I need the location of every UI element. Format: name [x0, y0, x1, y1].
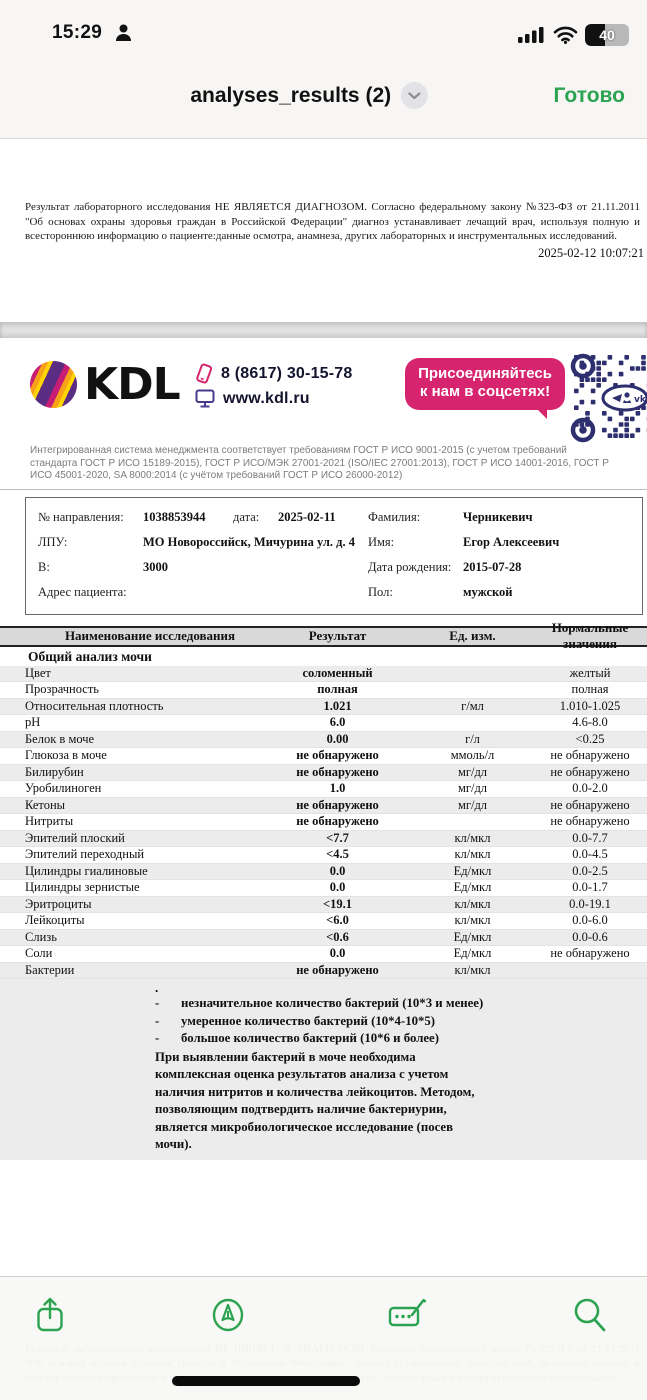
status-time: 15:29	[52, 22, 103, 43]
table-row	[0, 765, 647, 782]
wifi-icon	[553, 26, 578, 44]
field-label: Пол:	[368, 584, 393, 599]
cell-result: <6.0	[326, 913, 349, 928]
cell-result: 6.0	[329, 715, 346, 730]
cell-test-name: Цилиндры зернистые	[25, 880, 140, 895]
cell-result: не обнаружено	[296, 797, 379, 812]
cell-result: не обнаружено	[296, 814, 379, 829]
person-icon	[115, 24, 132, 42]
cell-normal-range: <0.25	[575, 731, 605, 746]
battery-percent: 40	[599, 27, 615, 43]
battery-icon	[585, 24, 629, 46]
cell-test-name: Билирубин	[25, 764, 84, 779]
cell-result: 1.021	[323, 698, 352, 713]
cell-result: не обнаружено	[296, 962, 379, 977]
col-header-name: Наименование исследования	[64, 628, 236, 643]
note-bullet: - незначительное количество бактерий (10*3 и менее)	[155, 996, 484, 1010]
cell-test-name: Нитриты	[25, 814, 74, 829]
cell-result: <7.7	[326, 830, 349, 845]
cell-normal-range: 0.0-0.6	[572, 929, 608, 944]
document-title: analyses_results (2)	[190, 83, 392, 107]
note-bullets	[155, 995, 647, 1048]
cell-normal-range: не обнаружено	[550, 797, 630, 812]
patient-info	[25, 497, 643, 615]
table-row	[0, 699, 647, 716]
cell-unit: Ед/мкл	[453, 946, 492, 961]
cell-normal-range: 4.6-8.0	[572, 715, 608, 730]
lab-phone: 8 (8617) 30-15-78	[221, 364, 353, 382]
share-button[interactable]	[26, 1291, 74, 1339]
document-page-2	[0, 338, 647, 1385]
patient-surname: Черникевич	[463, 509, 533, 524]
title-menu-button[interactable]	[401, 82, 428, 109]
share-icon	[35, 1296, 65, 1334]
table-row	[0, 946, 647, 963]
home-indicator[interactable]	[172, 1376, 360, 1386]
cell-unit: мг/дл	[457, 781, 488, 796]
field-label: ЛПУ:	[38, 534, 68, 549]
cell-unit: ммоль/л	[450, 748, 495, 763]
cell-test-name: Соли	[25, 946, 53, 961]
field-label: Фамилия:	[368, 509, 421, 524]
field-label: дата:	[233, 509, 260, 524]
lpu-value: МО Новороссийск, Мичурина ул. д. 4	[143, 534, 355, 549]
note-paragraph: При выявлении бактерий в моче необходима комплексная оценка результатов анализа с учетом наличия нитритов и количества лейкоцитов. Методом, позволяющим подтвердить наличие бактериурии, является микробиологическое исследование (посев мочи).	[155, 1049, 475, 1151]
cell-result: 0.0	[329, 880, 346, 895]
col-header-result: Результат	[308, 628, 367, 643]
svg-text:vk: vk	[634, 395, 646, 405]
social-banner	[405, 358, 565, 410]
table-row	[0, 682, 647, 699]
cell-test-name: Эпителий плоский	[25, 830, 125, 845]
note-dot: .	[155, 980, 159, 995]
document-page-1	[0, 140, 647, 322]
field-label: Дата рождения:	[368, 559, 452, 574]
cell-result: <19.1	[323, 896, 352, 911]
cell-unit: кл/мкл	[454, 962, 491, 977]
cell-result: 0.00	[326, 731, 349, 746]
table-row	[0, 781, 647, 798]
top-chrome	[0, 0, 647, 139]
kdl-globe-icon	[30, 361, 77, 408]
bottom-toolbar	[0, 1276, 647, 1400]
document-title-button[interactable]	[190, 82, 428, 109]
social-banner-line1: Присоединяйтесь	[418, 365, 552, 382]
iso-certification-text: Интегрированная система менеджмента соответствует требованиям ГОСТ Р ИСО 9001-2015 (с учетом требований стандарта ГОСТ Р ИСО 15189-2015), ГОСТ Р ИСО/МЭК 27001-2021 (ISO/IEC 27001:2013), ГОСТ Р ИСО 14001-2016, ГОСТ Р ИСО 45001-2020, SA 8000:2014 (с учётом требований ГОСТ Р ИСО 26000-2012)	[30, 445, 609, 481]
done-button[interactable]: Готово	[553, 84, 625, 107]
cell-unit: кл/мкл	[454, 913, 491, 928]
field-label: Адрес пациента:	[38, 584, 127, 599]
search-button[interactable]	[566, 1291, 614, 1339]
cell-normal-range: не обнаружено	[550, 764, 630, 779]
referral-date: 2025-02-11	[278, 509, 336, 524]
status-bar	[0, 0, 647, 54]
cell-test-name: pH	[25, 715, 41, 730]
cell-normal-range: не обнаружено	[550, 814, 630, 829]
cell-unit: Ед/мкл	[453, 880, 492, 895]
table-row	[0, 748, 647, 765]
table-row	[0, 864, 647, 881]
table-row	[0, 913, 647, 930]
cell-result: 0.0	[329, 946, 346, 961]
report-timestamp: 2025-02-12 10:07:21	[538, 246, 644, 260]
v-value: 3000	[143, 559, 168, 574]
cell-result: 1.0	[329, 781, 346, 796]
cell-normal-range: 1.010-1.025	[559, 698, 621, 713]
monitor-icon	[195, 389, 215, 408]
cell-test-name: Относительная плотность	[25, 698, 164, 713]
search-icon	[573, 1297, 607, 1333]
table-row	[0, 715, 647, 732]
table-section-title: Общий анализ мочи	[28, 648, 152, 664]
lab-contacts	[195, 361, 353, 411]
table-row	[0, 897, 647, 914]
cell-test-name: Слизь	[25, 929, 57, 944]
note-bullet: - умеренное количество бактерий (10*4-10*5)	[155, 1013, 436, 1028]
phone-icon	[195, 363, 213, 385]
field-label: Имя:	[368, 534, 395, 549]
cell-test-name: Цвет	[25, 665, 51, 680]
markup-button[interactable]	[204, 1291, 252, 1339]
cell-normal-range: 0.0-19.1	[569, 896, 611, 911]
form-fill-button[interactable]	[384, 1291, 432, 1339]
bacteria-notes	[0, 979, 647, 1160]
kdl-logo	[30, 359, 180, 410]
cell-normal-range: 0.0-4.5	[572, 847, 608, 862]
document-viewer[interactable]	[0, 140, 647, 1400]
cell-normal-range: 0.0-6.0	[572, 913, 608, 928]
cell-test-name: Эпителий переходный	[25, 847, 145, 862]
cell-unit: кл/мкл	[454, 847, 491, 862]
cell-unit: мг/дл	[457, 764, 488, 779]
table-header-row	[0, 620, 647, 651]
table-row	[0, 831, 647, 848]
cell-unit: мг/дл	[457, 797, 488, 812]
lab-website: www.kdl.ru	[223, 389, 310, 407]
note-bullet: - большое количество бактерий (10*6 и более)	[155, 1031, 439, 1045]
table-row	[0, 880, 647, 897]
table-row	[0, 847, 647, 864]
cell-result: полная	[317, 682, 358, 697]
patient-name: Егор Алексеевич	[463, 534, 560, 549]
cell-normal-range: 0.0-2.0	[572, 781, 608, 796]
cell-test-name: Уробилиноген	[25, 781, 102, 796]
cell-result: <4.5	[326, 847, 349, 862]
cell-unit: кл/мкл	[454, 830, 491, 845]
cell-normal-range: желтый	[569, 665, 611, 680]
cell-unit: г/мл	[461, 698, 484, 713]
cellular-signal-icon	[518, 26, 546, 44]
cell-normal-range: 0.0-1.7	[572, 880, 608, 895]
form-fill-icon	[388, 1298, 428, 1332]
table-row	[0, 666, 647, 683]
kdl-wordmark: KDL	[84, 359, 180, 410]
col-header-unit: Ед. изм.	[449, 628, 496, 643]
cell-test-name: Прозрачность	[25, 682, 100, 697]
cell-unit: Ед/мкл	[453, 863, 492, 878]
referral-number: 1038853944	[143, 509, 206, 524]
page-break	[0, 322, 647, 338]
cell-test-name: Лейкоциты	[25, 913, 85, 928]
social-banner-line2: к нам в соцсетях!	[419, 383, 551, 400]
cell-test-name: Кетоны	[25, 797, 66, 812]
cell-result: 0.0	[329, 863, 346, 878]
disclaimer-text: Результат лабораторного исследования НЕ ЯВЛЯЕТСЯ ДИАГНОЗОМ. Согласно федеральному закону №323-ФЗ от 21.11.2011 "Об основах охраны здоровья граждан в Российской Федерации" диагноз устанавливает лечащий врач, используя полную и всестороннюю информацию о пациенте:данные осмотра, анамнеза, других лабораторных и инструментальных исследований.	[25, 201, 640, 243]
cell-unit: Ед/мкл	[453, 929, 492, 944]
table-row	[0, 814, 647, 831]
patient-sex: мужской	[463, 584, 513, 599]
results-table	[0, 620, 647, 980]
cell-test-name: Эритроциты	[25, 896, 92, 911]
qr-code	[570, 353, 647, 443]
table-row	[0, 930, 647, 947]
cell-normal-range: не обнаружено	[550, 748, 630, 763]
markup-pen-icon	[211, 1297, 245, 1333]
table-row	[0, 963, 647, 980]
table-body	[0, 666, 647, 980]
cell-result: соломенный	[302, 665, 373, 680]
field-label: № направления:	[38, 509, 124, 524]
lab-header	[30, 355, 647, 441]
table-row	[0, 798, 647, 815]
cell-result: не обнаружено	[296, 748, 379, 763]
cell-test-name: Белок в моче	[25, 731, 95, 746]
cell-normal-range: 0.0-7.7	[572, 830, 608, 845]
cell-result: <0.6	[326, 929, 349, 944]
field-label: В:	[38, 559, 50, 574]
cell-test-name: Глюкоза в моче	[25, 748, 107, 763]
patient-birthdate: 2015-07-28	[463, 559, 522, 574]
cell-unit: г/л	[465, 731, 480, 746]
cell-normal-range: не обнаружено	[550, 946, 630, 961]
cell-test-name: Цилиндры гиалиновые	[25, 863, 148, 878]
cell-result: не обнаружено	[296, 764, 379, 779]
nav-bar	[0, 54, 647, 138]
cell-normal-range: полная	[571, 682, 609, 697]
divider	[0, 489, 647, 490]
cell-test-name: Бактерии	[25, 962, 75, 977]
col-header-normal: Нормальные значения	[551, 620, 629, 651]
table-row	[0, 732, 647, 749]
cell-unit: кл/мкл	[454, 896, 491, 911]
cell-normal-range: 0.0-2.5	[572, 863, 608, 878]
chevron-down-icon	[408, 92, 421, 100]
